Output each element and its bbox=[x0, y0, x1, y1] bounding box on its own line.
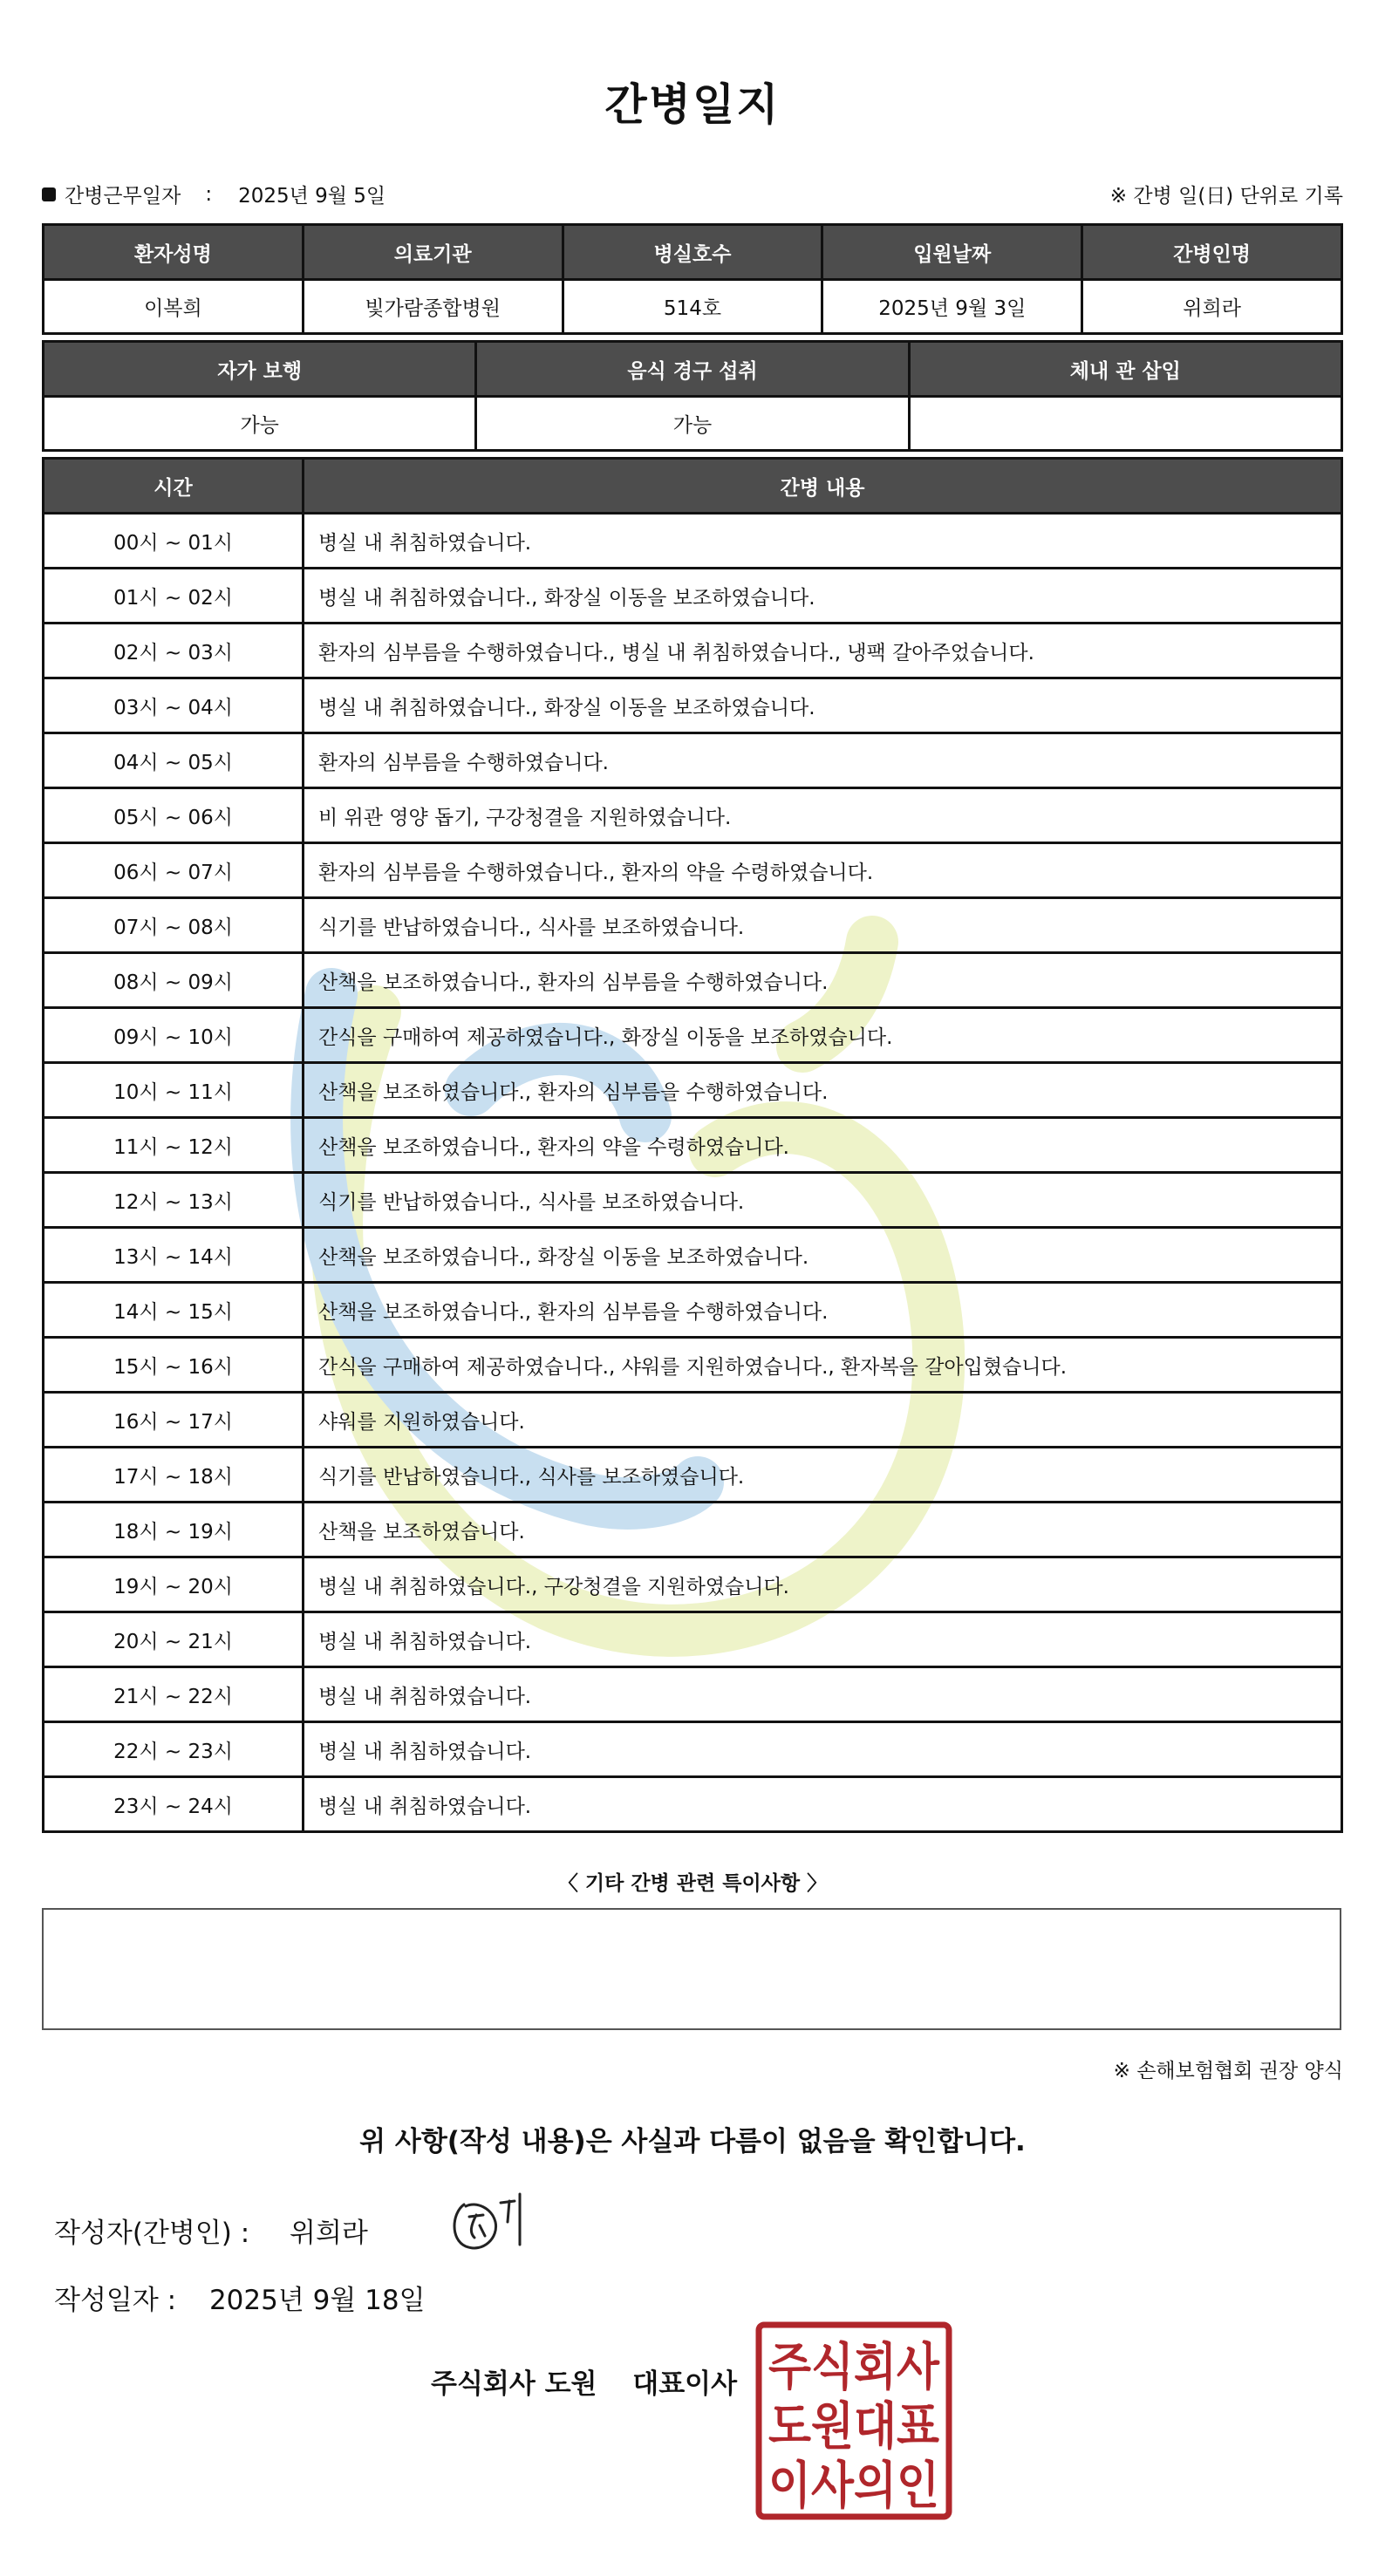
log-content-cell: 산책을 보조하였습니다., 환자의 심부름을 수행하였습니다. bbox=[304, 1063, 1342, 1118]
log-time-cell: 10시 ~ 11시 bbox=[44, 1063, 304, 1118]
log-content-cell: 식기를 반납하였습니다., 식사를 보조하였습니다. bbox=[304, 1448, 1342, 1503]
handwritten-signature bbox=[445, 2187, 532, 2257]
company-seal-stamp bbox=[755, 2321, 952, 2520]
table-row bbox=[44, 1612, 1342, 1667]
page-title: 간병일지 bbox=[604, 79, 781, 130]
company-title: 대표이사 bbox=[632, 2368, 738, 2400]
log-time-cell: 07시 ~ 08시 bbox=[44, 898, 304, 953]
patient-info-table bbox=[42, 223, 1343, 335]
patient-name: 이복희 bbox=[44, 280, 304, 334]
table-row bbox=[44, 1722, 1342, 1777]
table-row bbox=[44, 1173, 1342, 1228]
log-time-cell: 15시 ~ 16시 bbox=[44, 1338, 304, 1393]
log-time-cell: 13시 ~ 14시 bbox=[44, 1228, 304, 1283]
written-date-line bbox=[54, 2278, 426, 2317]
log-content-cell: 병실 내 취침하였습니다., 화장실 이동을 보조하였습니다. bbox=[304, 678, 1342, 733]
log-content-cell: 샤워를 지원하였습니다. bbox=[304, 1393, 1342, 1448]
table-row bbox=[44, 624, 1342, 678]
hourly-care-log-table bbox=[42, 457, 1343, 1833]
log-time-cell: 11시 ~ 12시 bbox=[44, 1118, 304, 1173]
log-content-cell: 산책을 보조하였습니다., 환자의 약을 수령하였습니다. bbox=[304, 1118, 1342, 1173]
log-time-cell: 19시 ~ 20시 bbox=[44, 1557, 304, 1612]
log-time-cell: 00시 ~ 01시 bbox=[44, 514, 304, 569]
header-self-walking: 자가 보행 bbox=[44, 342, 476, 397]
company-name: 주식회사 도원 bbox=[431, 2368, 597, 2400]
seal-text-line-1: 주식회사 bbox=[768, 2337, 940, 2396]
log-content-cell: 환자의 심부름을 수행하였습니다., 병실 내 취침하였습니다., 냉팩 갈아주었습니다. bbox=[304, 624, 1342, 678]
log-content-cell: 식기를 반납하였습니다., 식사를 보조하였습니다. bbox=[304, 1173, 1342, 1228]
table-row bbox=[44, 569, 1342, 624]
work-date bbox=[42, 180, 385, 208]
log-content-cell: 병실 내 취침하였습니다. bbox=[304, 1612, 1342, 1667]
log-content-cell: 비 위관 영양 돕기, 구강청결을 지원하였습니다. bbox=[304, 788, 1342, 843]
record-note: ※ 간병 일(日) 단위로 기록 bbox=[1109, 185, 1343, 208]
written-date-value: 2025년 9월 18일 bbox=[208, 2285, 426, 2316]
seal-text-line-3: 이사의인 bbox=[768, 2456, 939, 2515]
table-row bbox=[44, 1063, 1342, 1118]
patient-ability-table bbox=[42, 340, 1343, 452]
log-time-cell: 14시 ~ 15시 bbox=[44, 1283, 304, 1338]
writer-label: 작성자(간병인) : bbox=[54, 2218, 250, 2249]
special-notes-box bbox=[42, 1908, 1341, 2030]
log-time-cell: 09시 ~ 10시 bbox=[44, 1008, 304, 1063]
log-content-cell: 식기를 반납하였습니다., 식사를 보조하였습니다. bbox=[304, 898, 1342, 953]
bullet-square-icon bbox=[42, 187, 56, 201]
log-time-cell: 16시 ~ 17시 bbox=[44, 1393, 304, 1448]
table-row bbox=[44, 1503, 1342, 1557]
table-row bbox=[44, 678, 1342, 733]
log-content-cell: 병실 내 취침하였습니다. bbox=[304, 1722, 1342, 1777]
log-content-cell: 환자의 심부름을 수행하였습니다., 환자의 약을 수령하였습니다. bbox=[304, 843, 1342, 898]
writer-name: 위희라 bbox=[290, 2218, 368, 2249]
writer-line bbox=[54, 2211, 368, 2250]
log-time-cell: 04시 ~ 05시 bbox=[44, 733, 304, 788]
special-notes-title: 〈 기타 간병 관련 특이사항 〉 bbox=[557, 1872, 828, 1895]
table-row bbox=[44, 514, 1342, 569]
log-time-cell: 20시 ~ 21시 bbox=[44, 1612, 304, 1667]
log-content-cell: 산책을 보조하였습니다., 환자의 심부름을 수행하였습니다. bbox=[304, 953, 1342, 1008]
log-time-cell: 01시 ~ 02시 bbox=[44, 569, 304, 624]
log-time-cell: 22시 ~ 23시 bbox=[44, 1722, 304, 1777]
table-row bbox=[44, 1448, 1342, 1503]
log-content-cell: 산책을 보조하였습니다., 화장실 이동을 보조하였습니다. bbox=[304, 1228, 1342, 1283]
header-oral-intake: 음식 경구 섭취 bbox=[476, 342, 909, 397]
work-date-value: 2025년 9월 5일 bbox=[238, 185, 386, 208]
admission-date: 2025년 9월 3일 bbox=[822, 280, 1082, 334]
log-content-cell: 산책을 보조하였습니다. bbox=[304, 1503, 1342, 1557]
seal-text-line-2: 도원대표 bbox=[768, 2396, 939, 2456]
log-time-cell: 18시 ~ 19시 bbox=[44, 1503, 304, 1557]
table-row bbox=[44, 1118, 1342, 1173]
table-row bbox=[44, 843, 1342, 898]
table-row bbox=[44, 1557, 1342, 1612]
log-time-cell: 21시 ~ 22시 bbox=[44, 1667, 304, 1722]
log-time-cell: 12시 ~ 13시 bbox=[44, 1173, 304, 1228]
table-row bbox=[44, 898, 1342, 953]
self-walking-value: 가능 bbox=[44, 397, 476, 451]
table-row bbox=[44, 953, 1342, 1008]
table-row bbox=[44, 1228, 1342, 1283]
header-time: 시간 bbox=[44, 459, 304, 514]
room-number: 514호 bbox=[563, 280, 822, 334]
insurer-note: ※ 손해보험협회 권장 양식 bbox=[1113, 2060, 1343, 2082]
table-row bbox=[44, 1008, 1342, 1063]
table-row bbox=[44, 733, 1342, 788]
hospital-name: 빛가람종합병원 bbox=[303, 280, 563, 334]
header-hospital: 의료기관 bbox=[303, 225, 563, 280]
table-row bbox=[44, 1393, 1342, 1448]
log-content-cell: 병실 내 취침하였습니다. bbox=[304, 1777, 1342, 1832]
written-date-label: 작성일자 : bbox=[54, 2285, 177, 2316]
header-tube-insertion: 체내 관 삽입 bbox=[909, 342, 1341, 397]
log-time-cell: 03시 ~ 04시 bbox=[44, 678, 304, 733]
table-row bbox=[44, 1338, 1342, 1393]
header-patient-name: 환자성명 bbox=[44, 225, 304, 280]
table-row bbox=[44, 1283, 1342, 1338]
log-content-cell: 산책을 보조하였습니다., 환자의 심부름을 수행하였습니다. bbox=[304, 1283, 1342, 1338]
log-time-cell: 17시 ~ 18시 bbox=[44, 1448, 304, 1503]
log-content-cell: 간식을 구매하여 제공하였습니다., 화장실 이동을 보조하였습니다. bbox=[304, 1008, 1342, 1063]
caregiver-name: 위희라 bbox=[1082, 280, 1342, 334]
table-row bbox=[44, 1777, 1342, 1832]
log-content-cell: 병실 내 취침하였습니다. bbox=[304, 1667, 1342, 1722]
log-content-cell: 병실 내 취침하였습니다. bbox=[304, 514, 1342, 569]
header-care-content: 간병 내용 bbox=[304, 459, 1342, 514]
log-time-cell: 06시 ~ 07시 bbox=[44, 843, 304, 898]
log-time-cell: 02시 ~ 03시 bbox=[44, 624, 304, 678]
log-content-cell: 병실 내 취침하였습니다., 화장실 이동을 보조하였습니다. bbox=[304, 569, 1342, 624]
log-time-cell: 08시 ~ 09시 bbox=[44, 953, 304, 1008]
header-admission-date: 입원날짜 bbox=[822, 225, 1082, 280]
log-content-cell: 환자의 심부름을 수행하였습니다. bbox=[304, 733, 1342, 788]
log-time-cell: 05시 ~ 06시 bbox=[44, 788, 304, 843]
confirmation-statement: 위 사항(작성 내용)은 사실과 다름이 없음을 확인합니다. bbox=[359, 2126, 1026, 2157]
oral-intake-value: 가능 bbox=[476, 397, 909, 451]
log-content-cell: 간식을 구매하여 제공하였습니다., 샤워를 지원하였습니다., 환자복을 갈아입혔습니다. bbox=[304, 1338, 1342, 1393]
header-caregiver: 간병인명 bbox=[1082, 225, 1342, 280]
company-line bbox=[431, 2361, 737, 2401]
table-row bbox=[44, 1667, 1342, 1722]
work-date-label: 간병근무일자 bbox=[65, 185, 181, 208]
header-room: 병실호수 bbox=[563, 225, 822, 280]
table-row bbox=[44, 788, 1342, 843]
log-time-cell: 23시 ~ 24시 bbox=[44, 1777, 304, 1832]
work-date-colon: : bbox=[205, 182, 213, 206]
log-content-cell: 병실 내 취침하였습니다., 구강청결을 지원하였습니다. bbox=[304, 1557, 1342, 1612]
tube-insertion-value bbox=[909, 397, 1341, 451]
